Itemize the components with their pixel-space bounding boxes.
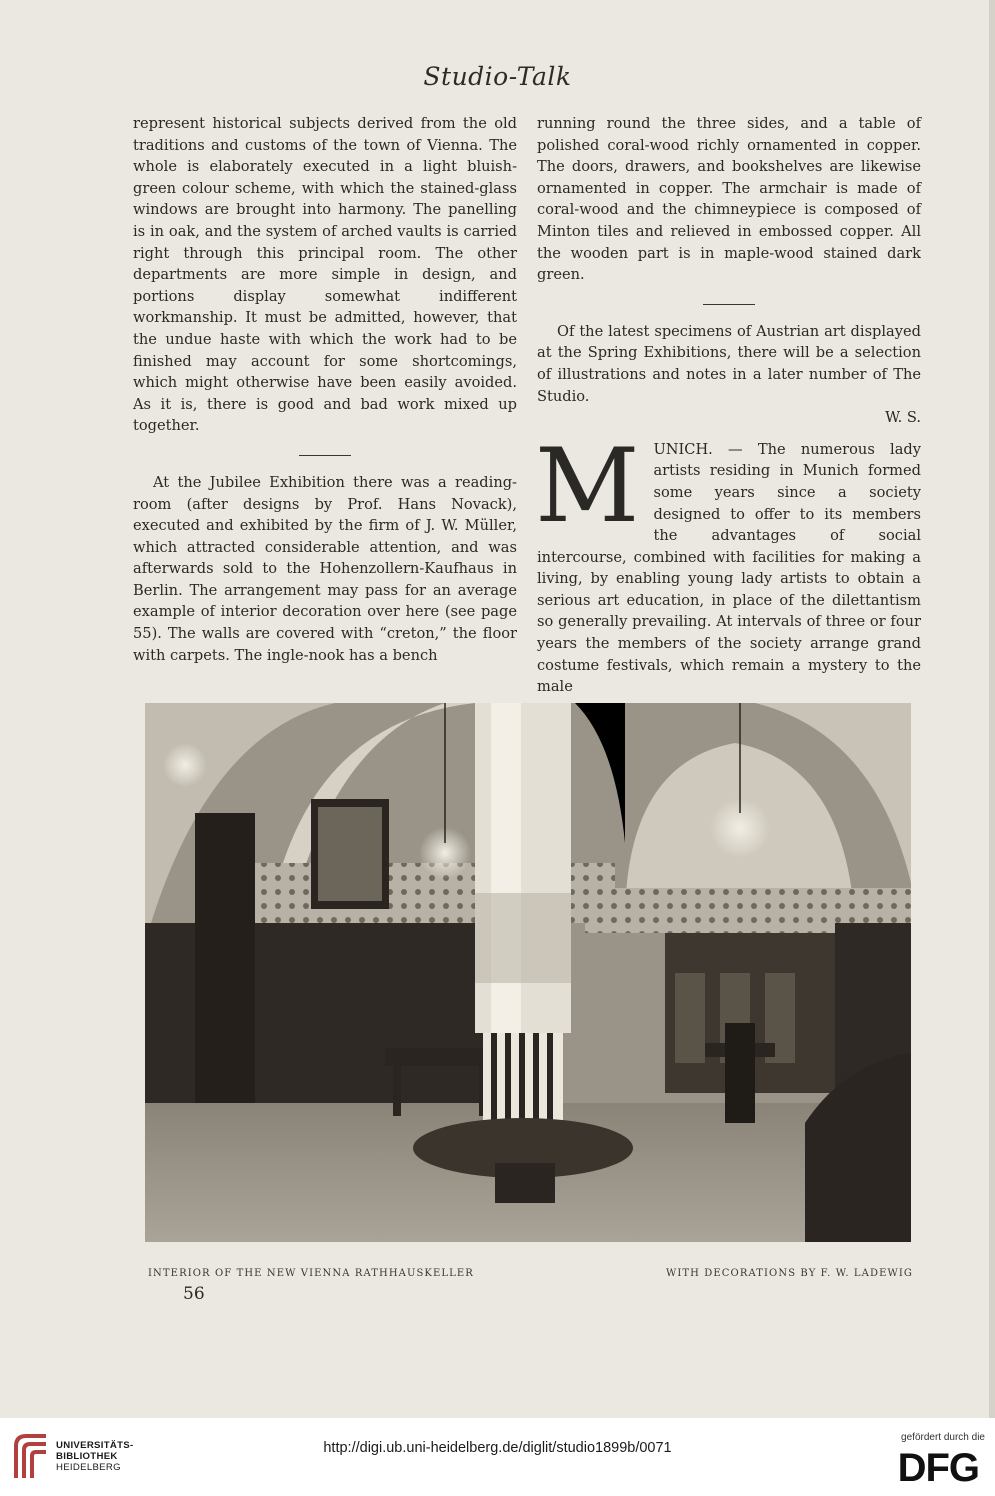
section-rule xyxy=(299,455,351,456)
page-edge xyxy=(989,0,995,1418)
light-left xyxy=(163,743,207,787)
funding-note: gefördert durch die xyxy=(901,1432,985,1443)
left-paragraph-1: represent historical subjects derived from the old traditions and customs of the town of Vienna. The whole is elaborately executed in a light bluish-green colour scheme, with which the stained-glass windows are brought into harmony. The panelling is in oak, and the system of arched vaults is carried right through this principal room. The other departments are more simple in design, and portions display somewhat indifferent workmanship. It must be admitted, however, that the undue haste with which the work had to be finished may account for some shortcomings, which might otherwise have been easily avoided. As it is, there is good and bad work mixed up together. xyxy=(133,115,517,435)
signature-line xyxy=(537,407,921,429)
caption-right: WITH DECORATIONS BY F. W. LADEWIG xyxy=(665,1268,913,1279)
right-column xyxy=(537,113,921,698)
table-left xyxy=(385,1048,495,1066)
caption-left: INTERIOR OF THE NEW VIENNA RATHHAUSKELLER xyxy=(148,1268,474,1279)
source-url-link[interactable]: http://digi.ub.uni-heidelberg.de/diglit/studio1899b/0071 xyxy=(323,1440,672,1456)
interior-photograph xyxy=(145,703,911,1242)
tall-cabinet xyxy=(195,813,255,1103)
digitization-footer xyxy=(0,1418,995,1496)
right-paragraph-1: running round the three sides, and a table of polished coral-wood richly ornamented in copper. The doors, drawers, and bookshelves are likewise ornamented in copper. The armchair is made of coral-wood and the chimneypiece is composed of Minton tiles and relieved in embossed copper. All the wooden part is in maple-wood stained dark green. xyxy=(537,115,921,284)
left-paragraph-2: At the Jubilee Exhibition there was a reading-room (after designs by Prof. Hans Novack), executed and exhibited by the firm of J. W. Müller, which attracted considerable attention, and was afterwards sold to the Hohenzollern-Kaufhaus in Berlin. The arrangement may pass for an average example of interior decoration over here (see page 55). The walls are covered with “creton,” the floor with carpets. The ingle-nook has a bench xyxy=(133,473,517,664)
right-paragraph-3-text: UNICH. — The numerous lady artists residing in Munich formed some years since a society designed to offer to its members the advantages of social intercourse, combined with facilities for making a living, by enabling young lady artists to obtain a serious art education, in place of the dilettantism so generally prevailing. At intervals of three or four years the members of the society arrange grand costume festivals, which remain a mystery to the male xyxy=(537,440,921,696)
dfg-logo: DFG xyxy=(897,1446,979,1490)
right-paragraph-2: Of the latest specimens of Austrian art displayed at the Spring Exhibitions, there will be a selection of illustrations and notes in a later number of The Studio. xyxy=(537,322,921,405)
drop-cap: M xyxy=(535,426,640,546)
section-rule xyxy=(703,304,755,305)
university-library-name: UNIVERSITÄTS- BIBLIOTHEK HEIDELBERG xyxy=(56,1440,134,1473)
chair xyxy=(725,1023,755,1123)
illustration-caption xyxy=(148,1268,913,1279)
illustration-plate xyxy=(145,703,911,1242)
left-column xyxy=(133,113,517,666)
central-column xyxy=(475,703,571,1033)
right-paragraph-3 xyxy=(535,426,921,698)
page-number: 56 xyxy=(183,1284,205,1304)
author-signature: W. S. xyxy=(885,409,921,427)
running-head: Studio-Talk xyxy=(423,62,572,91)
